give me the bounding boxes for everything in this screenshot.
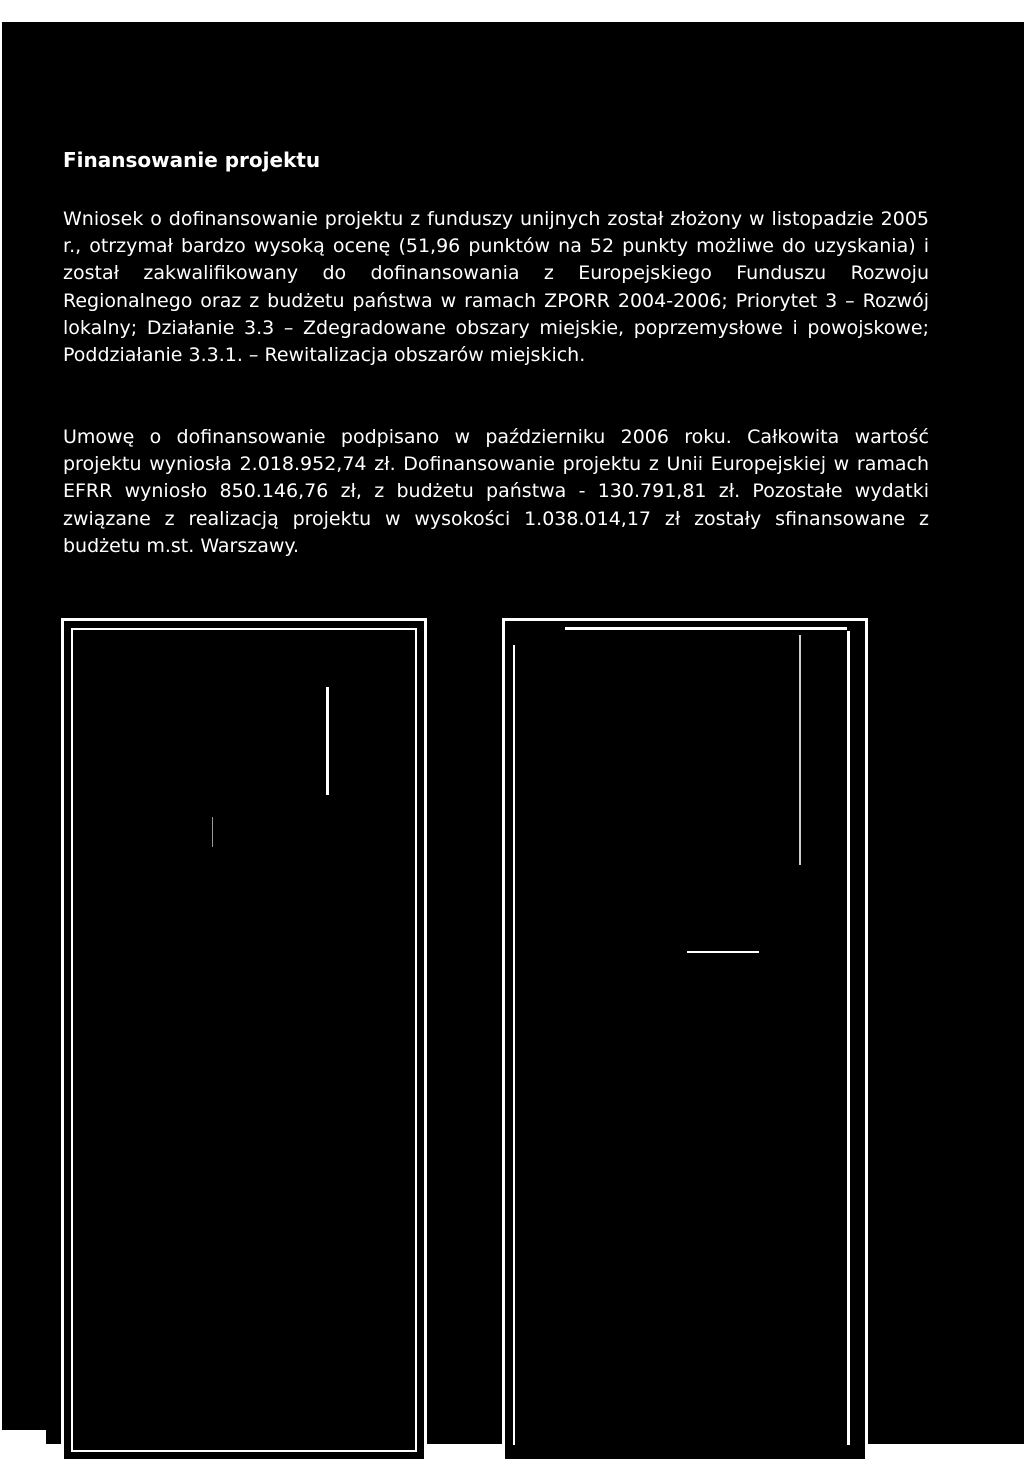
document-page — [2, 22, 1024, 1444]
photo-artifact-dash — [687, 951, 759, 953]
photo-right — [502, 618, 868, 1462]
scan-corner-mark — [2, 1430, 46, 1444]
photo-edge-line-right — [847, 631, 850, 1445]
photo-artifact-line — [326, 687, 329, 795]
paragraph-funding-amounts: Umowę o dofinansowanie podpisano w październiku 2006 roku. Całkowita wartość projektu wyniosła 2.018.952,74 zł. Dofinansowanie projektu z Unii Europejskiej w ramach EFRR wyniosło 850.146,76 zł, z budżetu państwa - 130.791,81 zł. Pozostałe wydatki związane z realizacją projektu w wysokości 1.038.014,17 zł zostały sfinansowane z budżetu m.st. Warszawy. — [63, 426, 929, 557]
photo-left — [61, 618, 427, 1462]
photo-edge-line-top — [565, 627, 847, 630]
photo-left-inner-border — [71, 628, 417, 1452]
photo-artifact-dots — [212, 817, 213, 847]
section-heading: Finansowanie projektu — [63, 148, 321, 172]
photo-edge-line-inner — [799, 635, 801, 865]
photo-edge-line-left — [513, 645, 515, 1445]
paragraph-application: Wniosek o dofinansowanie projektu z funduszy unijnych został złożony w listopadzie 2005 r., otrzymał bardzo wysoką ocenę (51,96 punktów na 52 punkty możliwe do uzyskania) i został zakwalifikowany do dofinansowania z Europejskiego Funduszu Rozwoju Regionalnego oraz z budżetu państwa w ramach ZPORR 2004-2006; Priorytet 3 – Rozwój lokalny; Działanie 3.3 – Zdegradowane obszary miejskie, poprzemysłowe i powojskowe; Poddziałanie 3.3.1. – Rewitalizacja obszarów miejskich. — [63, 208, 929, 367]
